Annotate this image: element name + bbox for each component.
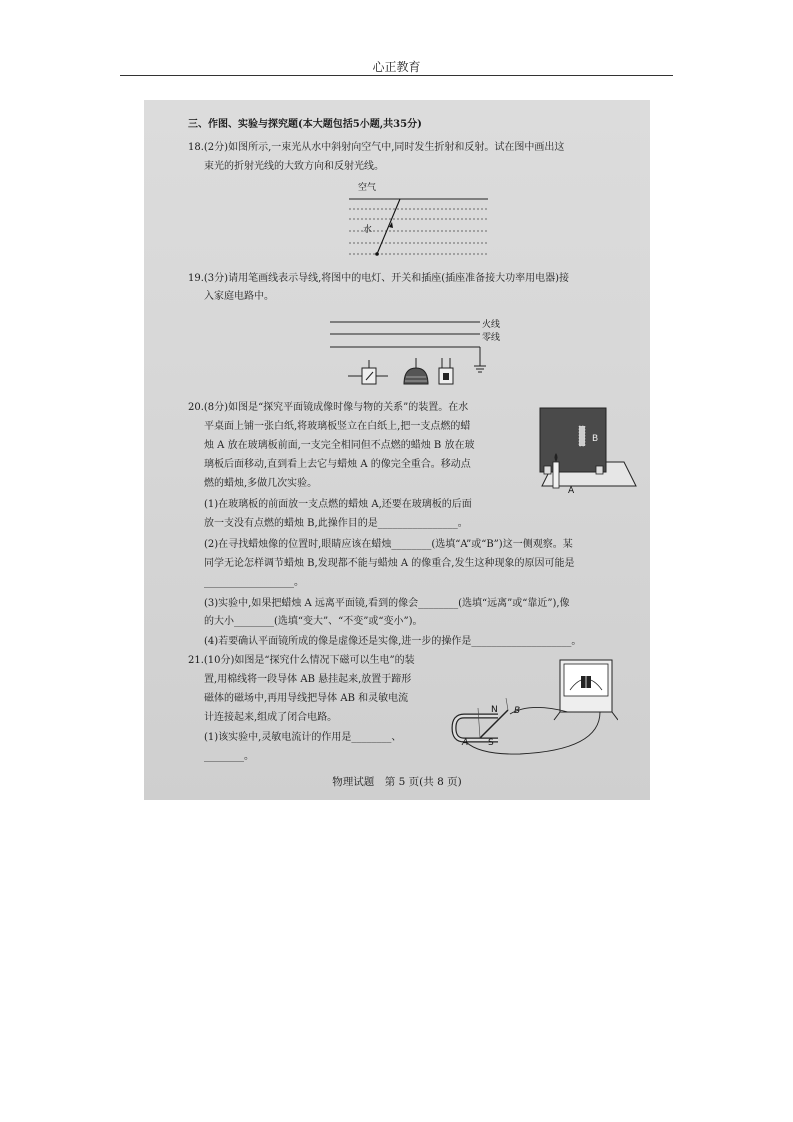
q20-candle-b-label: B (592, 434, 599, 444)
incident-light-ray (377, 199, 400, 254)
section-heading: 三、作图、实验与探究题(本大题包括5小题,共35分) (188, 119, 422, 130)
q20-sub2-line-1: (2)在寻找蜡烛像的位置时,眼睛应该在蜡烛________(选填“A”或“B”)这一侧观察。某 (204, 539, 573, 550)
horseshoe-magnet (454, 716, 498, 740)
q20-line-4: 璃板后面移动,直到看上去它与蜡烛 A 的像完全重合。移动点 (204, 459, 471, 470)
q20-line-3: 烛 A 放在玻璃板前面,一支完全相同但不点燃的蜡烛 B 放在玻 (204, 440, 475, 451)
light-source-point (375, 252, 379, 256)
q21-magnet-n-label: N (491, 705, 498, 715)
q19-circuit-figure (326, 314, 506, 390)
q20-sub3-line-1: (3)实验中,如果把蜡烛 A 远离平面镜,看到的像会________(选填“远离”或“靠近”),像 (204, 598, 570, 609)
q19-neutral-wire-label: 零线 (482, 333, 501, 343)
q20-sub2-line-3: __________________。 (204, 577, 304, 588)
q20-sub1-line-2: 放一支没有点燃的蜡烛 B,此操作目的是________________。 (204, 518, 468, 529)
q19-line-2: 入家庭电路中。 (204, 291, 274, 302)
q20-sub3-line-2: 的大小________(选填“变大”、“不变”或“变小”)。 (204, 616, 423, 627)
q20-sub4: (4)若要确认平面镜所成的像是虚像还是实像,进一步的操作是____________________。 (204, 636, 582, 647)
candle-a (553, 462, 559, 488)
q19-live-wire-label: 火线 (482, 320, 501, 330)
q18-air-label: 空气 (358, 183, 377, 193)
candle-b (579, 426, 585, 446)
switch-icon (348, 360, 388, 384)
socket-icon (439, 358, 453, 384)
q18-water-label: 水 (363, 225, 373, 235)
q21-line-1: 21.(10分)如图是“探究什么情况下磁可以生电”的装 (188, 655, 415, 666)
q21-induction-figure (450, 652, 618, 756)
q20-mirror-experiment-figure (536, 404, 642, 500)
q21-magnet-s-label: S (488, 738, 494, 748)
q21-line-3: 磁体的磁场中,再用导线把导体 AB 和灵敏电流 (204, 693, 409, 704)
q20-line-5: 燃的蜡烛,多做几次实验。 (204, 478, 318, 489)
q20-line-1: 20.(8分)如图是“探究平面镜成像时像与物的关系”的装置。在水 (188, 402, 469, 413)
q20-candle-a-label: A (568, 486, 575, 496)
q21-sub1-line-2: ________。 (204, 751, 254, 762)
q18-line-2: 束光的折射光线的大致方向和反射光线。 (204, 161, 384, 172)
q20-line-2: 平桌面上铺一张白纸,将玻璃板竖立在白纸上,把一支点燃的蜡 (204, 421, 471, 432)
q21-conductor-b-label: B (514, 706, 521, 716)
q19-line-1: 19.(3分)请用笔画线表示导线,将图中的电灯、开关和插座(插座准备接大功率用电器)接 (188, 273, 570, 284)
q20-sub2-line-2: 同学无论怎样调节蜡烛 B,发现都不能与蜡烛 A 的像重合,发生这种现象的原因可能是 (204, 558, 575, 569)
page-header-title: 心正教育 (372, 60, 421, 74)
page-footer: 物理试题 第 5 页(共 8 页) (332, 776, 462, 788)
q18-line-1: 18.(2分)如图所示,一束光从水中斜射向空气中,同时发生折射和反射。试在图中画出这 (188, 142, 565, 153)
q21-line-2: 置,用棉线将一段导体 AB 悬挂起来,放置于蹄形 (204, 674, 412, 685)
q21-line-4: 计连接起来,组成了闭合电路。 (204, 712, 338, 723)
q21-sub1-line-1: (1)该实验中,灵敏电流计的作用是________、 (204, 732, 402, 743)
lamp-icon (404, 358, 428, 384)
q20-sub1-line-1: (1)在玻璃板的前面放一支点燃的蜡烛 A,还要在玻璃板的后面 (204, 499, 472, 510)
q21-conductor-a-label: A (462, 738, 469, 748)
scanned-exam-page (144, 100, 650, 800)
header-divider (120, 75, 673, 76)
